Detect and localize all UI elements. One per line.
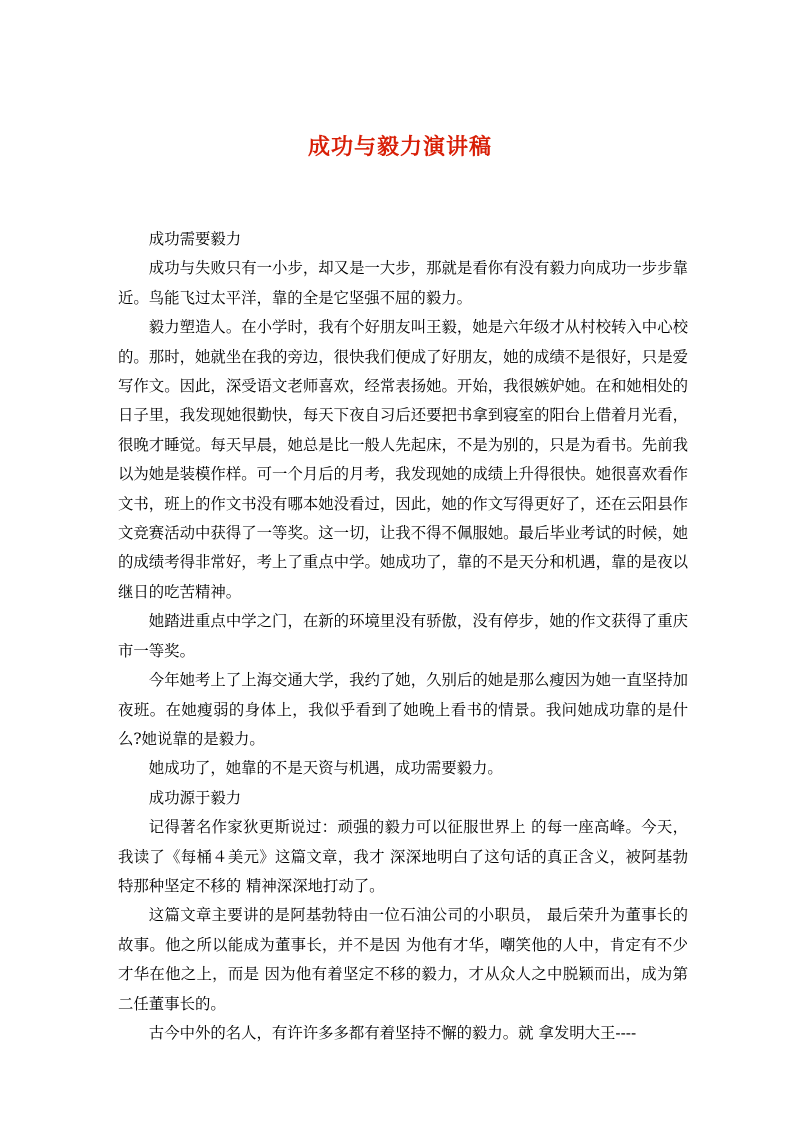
paragraph: 今年她考上了上海交通大学，我约了她，久别后的她是那么瘦因为她一直坚持加夜班。在她瘦弱的身体上，我似乎看到了她晚上看书的情景。我问她成功靠的是什么?她说靠的是毅力。 <box>118 671 688 748</box>
document-title: 成功与毅力演讲稿 <box>307 134 492 160</box>
subheading-success-comes-from-perseverance: 成功源于毅力 <box>148 788 242 807</box>
paragraph: 记得著名作家狄更斯说过：顽强的毅力可以征服世界上 的每一座高峰。今天，我读了《每桶４美元》这篇文章，我才 深深地明白了这句话的真正含义，被阿基勃特那种坚定不移的 精神深深地打动了。 <box>118 818 688 895</box>
paragraph: 毅力塑造人。在小学时，我有个好朋友叫王毅，她是六年级才从村校转入中心校的。那时，她就坐在我的旁边，很快我们便成了好朋友，她的成绩不是很好，只是爱写作文。因此，深受语文老师喜欢，经常表扬她。开始，我很嫉妒她。在和她相处的日子里，我发现她很勤快，每天下夜自习后还要把书拿到寝室的阳台上借着月光看，很晚才睡觉。每天早晨，她总是比一般人先起床，不是为别的，只是为看书。先前我以为她是装模作样。可一个月后的月考，我发现她的成绩上升得很快。她很喜欢看作文书，班上的作文书没有哪本她没看过，因此，她的作文写得更好了，还在云阳县作文竞赛活动中获得了一等奖。这一切，让我不得不佩服她。最后毕业考试的时候，她的成绩考得非常好，考上了重点中学。她成功了，靠的不是天分和机遇，靠的是夜以继日的吃苦精神。 <box>118 318 688 601</box>
paragraph: 成功与失败只有一小步，却又是一大步，那就是看你有没有毅力向成功一步步靠近。鸟能飞过太平洋，靠的全是它坚强不屈的毅力。 <box>118 259 688 307</box>
subheading-success-needs-perseverance: 成功需要毅力 <box>148 230 242 248</box>
paragraph: 她成功了，她靠的不是天资与机遇，成功需要毅力。 <box>148 759 503 778</box>
paragraph: 她踏进重点中学之门，在新的环境里没有骄傲，没有停步，她的作文获得了重庆市一等奖。 <box>118 612 688 660</box>
paragraph: 古今中外的名人，有许许多多都有着坚持不懈的毅力。就 拿发明大王---- <box>148 1023 637 1042</box>
paragraph: 这篇文章主要讲的是阿基勃特由一位石油公司的小职员， 最后荣升为董事长的故事。他之所以能成为董事长，并不是因 为他有才华，嘲笑他的人中，肯定有不少才华在他之上，而是 因为他有着坚定不移的毅力，才从众人之中脱颖而出，成为第 二任董事长的。 <box>118 906 688 1013</box>
document-body <box>118 225 688 1048</box>
